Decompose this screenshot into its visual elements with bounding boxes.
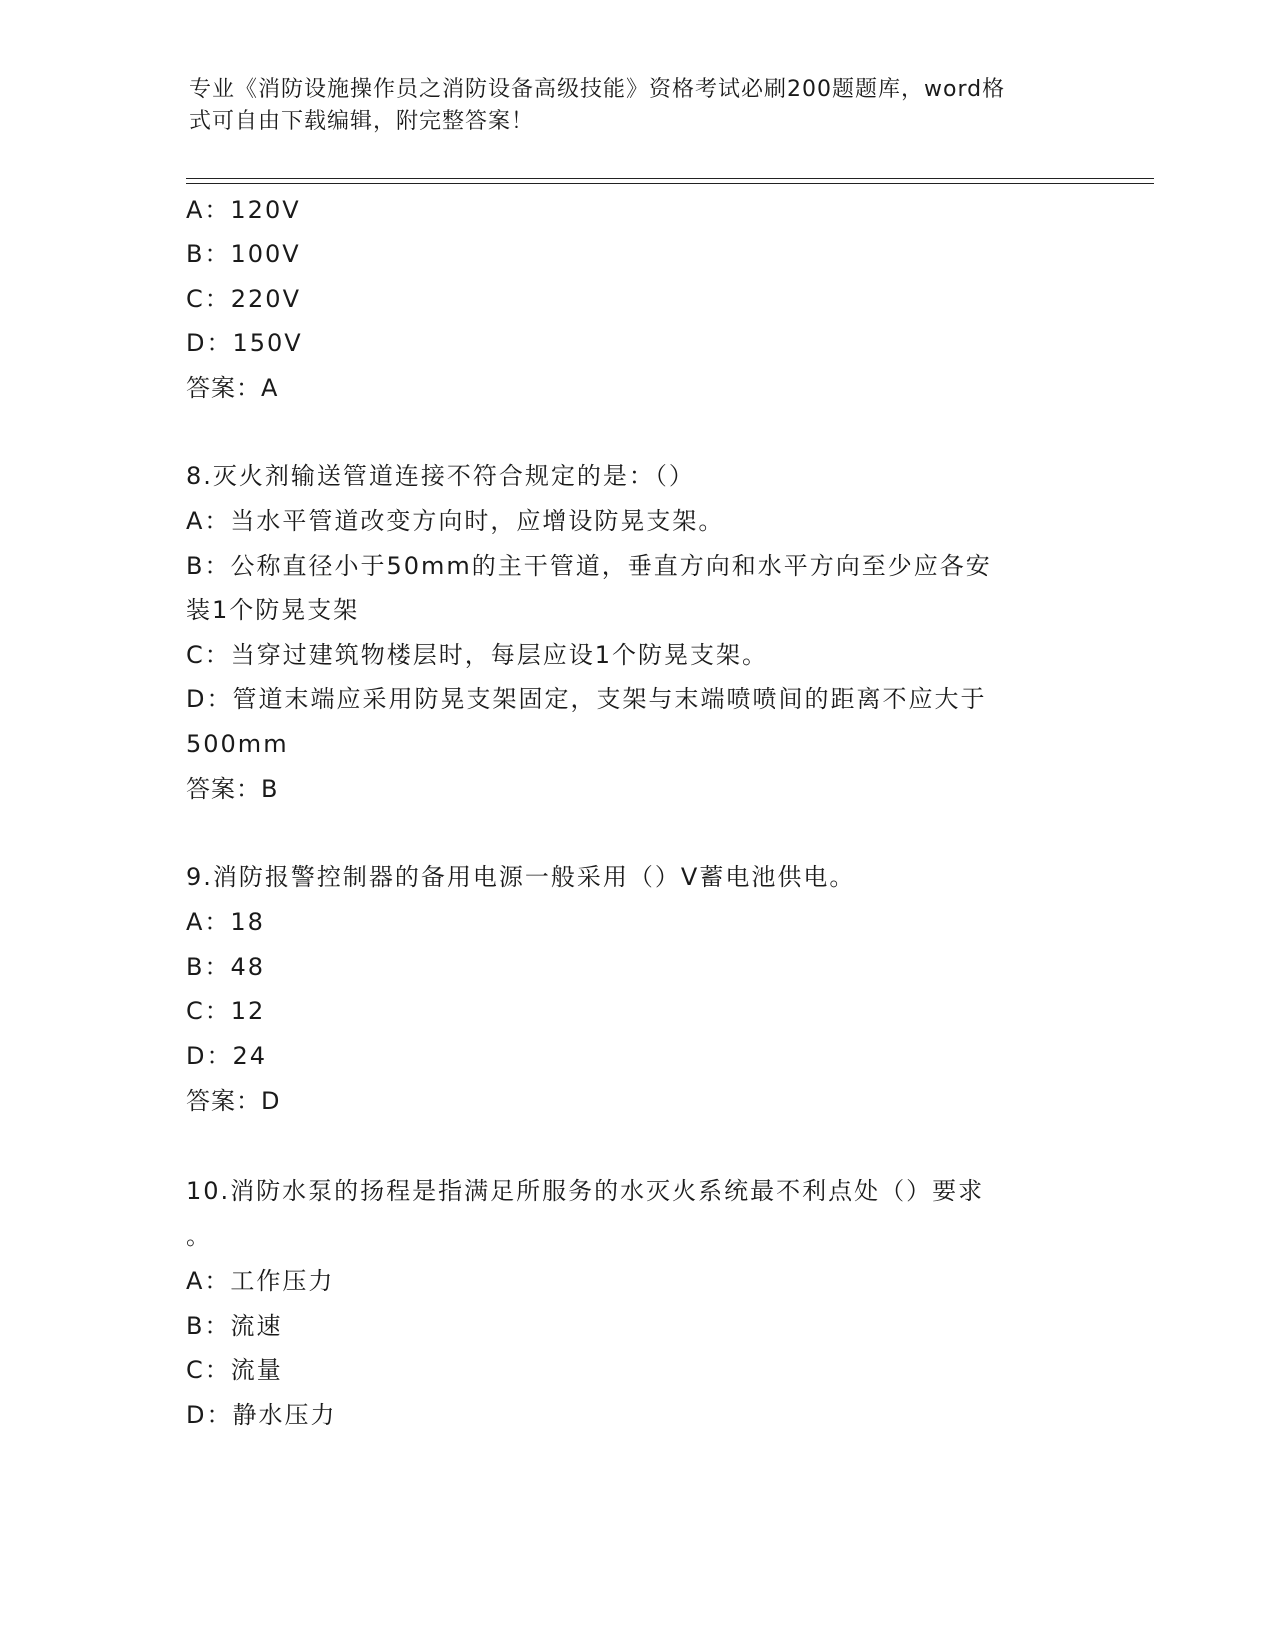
q8-option-d-line2: 500mm [186,730,289,758]
q10-option-d: D：静水压力 [186,1401,337,1429]
q8-option-d-line1: D：管道末端应采用防晃支架固定，支架与末端喷喷间的距离不应大于 [186,685,987,713]
header-divider-bottom [186,183,1154,184]
header-divider-top [186,178,1154,179]
q10-option-b: B：流速 [186,1312,283,1340]
q7-option-a: A：120V [186,196,301,224]
q10-option-c: C：流量 [186,1356,283,1384]
q9-option-c: C：12 [186,997,266,1025]
q7-option-d: D：150V [186,329,303,357]
q9-option-d: D：24 [186,1042,268,1070]
q8-option-b-line1: B：公称直径小于50mm的主干管道，垂直方向和水平方向至少应各安 [186,552,992,580]
q8-question: 8.灭火剂输送管道连接不符合规定的是：（） [186,462,695,490]
q10-question-line1: 10.消防水泵的扬程是指满足所服务的水灭火系统最不利点处（）要求 [186,1177,985,1205]
header-line-1: 专业《消防设施操作员之消防设备高级技能》资格考试必刷200题题库，word格 [189,77,1006,102]
q10-question-line2: 。 [186,1222,212,1250]
header-line-2: 式可自由下载编辑，附完整答案！ [189,109,535,134]
document-header [189,74,1089,138]
q7-answer: 答案：A [186,374,279,402]
q10-option-a: A：工作压力 [186,1267,335,1295]
q8-option-c: C：当穿过建筑物楼层时，每层应设1个防晃支架。 [186,641,769,669]
q8-option-b-line2: 装1个防晃支架 [186,596,360,624]
q9-option-b: B：48 [186,953,266,981]
q9-question: 9.消防报警控制器的备用电源一般采用（）V蓄电池供电。 [186,863,856,891]
q9-answer: 答案：D [186,1087,281,1115]
q7-option-c: C：220V [186,285,301,313]
q9-option-a: A：18 [186,908,265,936]
q8-answer: 答案：B [186,775,279,803]
q8-option-a: A：当水平管道改变方向时，应增设防晃支架。 [186,507,725,535]
q7-option-b: B：100V [186,240,301,268]
